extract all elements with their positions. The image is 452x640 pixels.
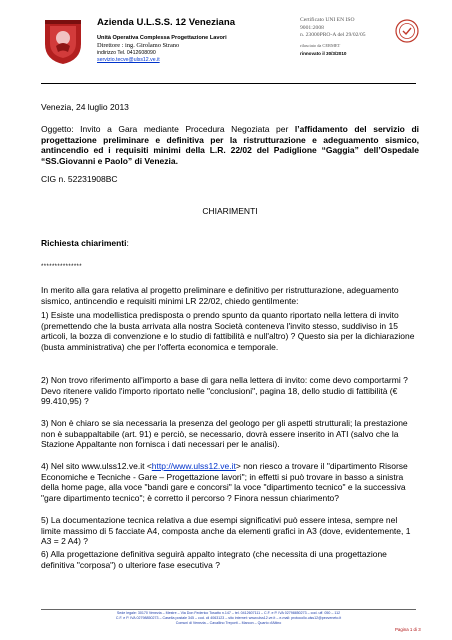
request-label: Richiesta chiarimenti (41, 238, 127, 248)
date-line: Venezia, 24 luglio 2013 (41, 102, 129, 112)
certification-seal-icon (395, 19, 419, 43)
question-1: 1) Esiste una modellistica predisposta o prendo spunto da quanto riportato nella lettera di invito (premettendo che la busta arrivata alla nostra Società conteneva l'invito stesso, suddiviso in 15 articoli, la bozza di convenzione e lo studio di fattibilità e null'altro) ? Questo sia per la dichiarazione (busta amministrativa) che per l'offerta economica e temporale. (41, 310, 415, 352)
footer-divider (41, 609, 416, 610)
question-4-rest: > non riesco a trovare il "dipartimento Risorse Economiche e Tecniche - Gare – Progettazione lavori"; in effetti si può trovare in basso a sinistra della home page, alla voce "bandi gare e concorsi" la voce "dipartimento tecnico" e la successiva "gare dipartimento tecnico"; è corretto il percorso ? Finora nessun chiarimento? (41, 461, 408, 503)
question-3: 3) Non è chiaro se sia necessaria la presenza del geologo per gli aspetti strutturali; la prestazione non è subappaltabile (art. 91) e perciò, se necessario, dovrà essere inserito in ATI (salvo che la Stazione Appaltante non fornisca i dati necessari per le analisi). (41, 418, 408, 450)
cert-line: 9001:2008 (300, 24, 324, 31)
separator: *************** (41, 264, 83, 270)
cig-number: CIG n. 52231908BC (41, 174, 118, 184)
ulss-website-link[interactable]: http://www.ulss12.ve.it (151, 461, 236, 471)
subject-paragraph (41, 124, 419, 166)
intro-paragraph: In merito alla gara relativa al progetto preliminare e definitivo per ristrutturazione, adeguamento sismico, antincendio e requisiti minimi LR 22/02, chiedo gentilmente: (41, 285, 399, 306)
org-title: Azienda U.L.S.S. 12 Veneziana (97, 17, 236, 28)
unit-name: Unità Operativa Complessa Progettazione Lavori (97, 35, 227, 41)
footer-info (41, 611, 416, 627)
cert-line: rilasciato da CERMET (300, 42, 341, 48)
question-4-start: 4) Nel sito www.ulss12.ve.it < (41, 461, 152, 471)
request-colon: : (126, 238, 129, 248)
section-title: CHIARIMENTI (202, 206, 258, 216)
question-2: 2) Non trovo riferimento all'importo a base di gara nella lettera di invito: come devo comportarmi ? Devo ritenere valido l'importo riportato nelle "conclusioni", pagina 18, dello studio di fattibilità (€ 99.410,95) ? (41, 375, 408, 407)
ulss-logo-icon (41, 16, 85, 66)
subject-prefix: Oggetto: Invito a Gara mediante Procedura Negoziata per (41, 124, 295, 134)
director-line: Direttore : ing. Girolamo Strano (97, 42, 180, 49)
page-number: Pagina 1 di 3 (395, 627, 421, 632)
address-line: indirizzo Tel. 0412608090 (97, 50, 156, 56)
question-6: 6) Alla progettazione definitiva seguirà appalto integrato (che necessita di una progettazione definitiva "corposa") o ulteriore fase esecutiva ? (41, 549, 387, 570)
footer-line: C.F. e P. IVA 02798850273 – Casella postale 345 – cod. cli 4063123 – sito internet: www.ulss12.ve.it – e-mail: protocollo.ulss12@pecveneto.it (115, 616, 342, 621)
subject-text: l’affidamento del servizio di progettazione preliminare e definitiva per la ristrutturazione e adeguamento sismico, antincendio ed i requisiti minimi della L.R. 22/02 del Padiglione “Gaggia” dell’Ospedale “SS.Giovanni e Paolo” di Venezia. (41, 124, 419, 166)
header-organization (97, 17, 297, 64)
cert-line: n. 23000PRO-A del 29/02/05 (300, 32, 366, 38)
email-link[interactable]: servizio.tecve@ulss12.ve.it (97, 57, 160, 63)
question-4 (41, 461, 419, 503)
cert-renewal: rinnovato il 30/3/2010 (300, 50, 347, 56)
footer-line: Comuni di Venezia – Cavallino Treporti – Marcon – Quarto d'Altino (175, 621, 282, 626)
footer-line: Sede legale: 30170 Venezia – Mestre – Via Don Federico Tosatto n.147 – tel. 0412607111 – C.F. e P. IVA 02798850273 – cod. uff. 050 – 112 (116, 611, 341, 615)
cert-line: Certificato UNI EN ISO (300, 17, 355, 23)
request-heading (41, 238, 419, 249)
header-divider (41, 83, 416, 84)
certification-block (300, 17, 410, 58)
question-5: 5) La documentazione tecnica relativa a due esempi significativi può essere intesa, sempre nel limite massimo di 5 facciate A4, composta anche da elementi grafici in A3 (dove, evidentemente, 1 A3 = 2 A4) ? (41, 515, 411, 547)
